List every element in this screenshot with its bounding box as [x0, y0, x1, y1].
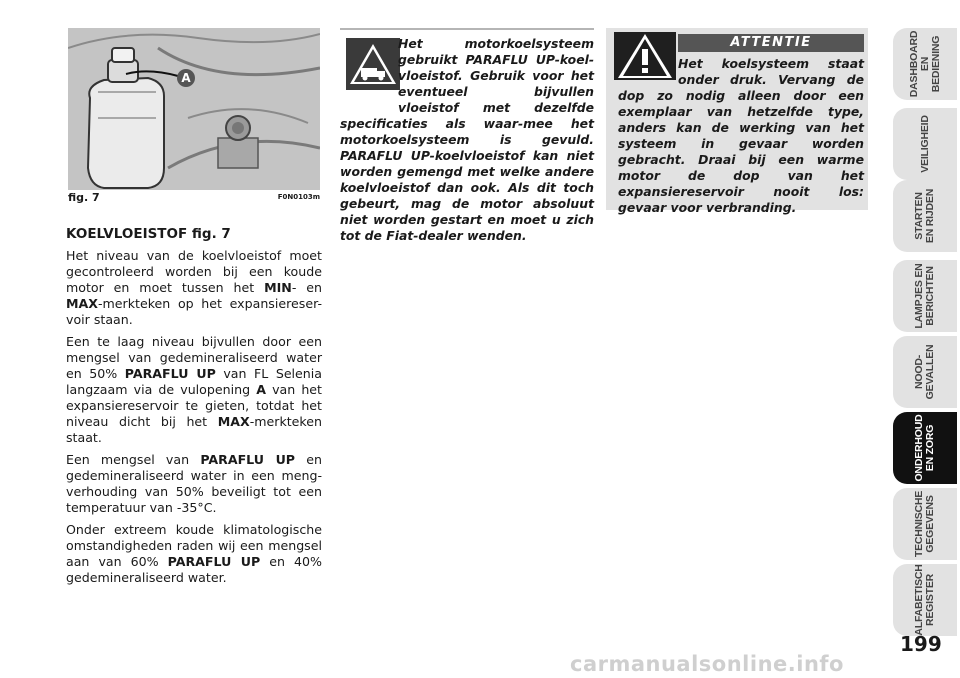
attention-label: ATTENTIE — [678, 34, 864, 52]
figure-caption-bar — [68, 190, 320, 206]
chapter-tab-label — [893, 180, 957, 252]
bold-term: PARAFLU UP — [124, 366, 216, 381]
chapter-tab-line: EN ZORG — [924, 424, 936, 472]
chapter-tab[interactable] — [893, 488, 957, 560]
bold-term: MAX — [66, 296, 98, 311]
attention-box — [606, 28, 868, 215]
section-paragraph: Onder extreem koude klimatologische omstandigheden raden wij een mengsel aan van 60% PARAFLU UP en 40% gedemineraliseerd water. — [66, 522, 322, 585]
chapter-tab-line: LAMPJES EN — [913, 263, 925, 329]
note-icon-spacer — [340, 36, 398, 102]
chapter-tab[interactable] — [893, 260, 957, 332]
attention-text-indent: Het koelsysteem staat onder druk. Vervang de dop — [618, 56, 864, 103]
section-heading: KOELVLOEISTOF fig. 7 — [66, 226, 231, 242]
chapter-tab-label — [893, 412, 957, 484]
bold-term: PARAFLU UP — [200, 452, 296, 467]
chapter-tab-line: VEILIGHEID — [918, 115, 931, 173]
note-text-rest: met dezelfde specificaties als waar-mee het motorkoelsysteem is gevuld. PARAFLU UP-koelvloeistof kan niet worden gemengd met welke andere koelvloeistof dan ook. Als dit toch gebeurt, mag de motor absoluut niet worden gestart en moet u zich tot de Fiat-dealer wenden. — [340, 100, 594, 243]
chapter-tab-line: REGISTER — [924, 573, 936, 627]
chapter-tab-line: ALFABETISCH — [913, 564, 925, 636]
chapter-tab-line: DASHBOARD — [907, 30, 920, 98]
page-number: 199 — [900, 632, 942, 656]
chapter-tab[interactable] — [893, 412, 957, 484]
chapter-tab-line: ONDERHOUD — [913, 414, 925, 482]
section-body — [66, 248, 322, 586]
chapter-tab-line: GEVALLEN — [924, 344, 936, 400]
bold-term: MAX — [217, 414, 250, 429]
chapter-tab-label — [893, 28, 957, 100]
chapter-tab-line: BERICHTEN — [924, 266, 936, 326]
attention-text — [618, 56, 864, 216]
chapter-tab[interactable] — [893, 336, 957, 408]
chapter-tab[interactable] — [893, 108, 957, 180]
chapter-tab[interactable] — [893, 564, 957, 636]
chapter-tab-label — [893, 488, 957, 560]
chapter-tab-label — [893, 336, 957, 408]
chapter-tab-label — [893, 108, 957, 180]
chapter-tab-line: EN RIJDEN — [924, 188, 936, 244]
chapter-tab-line: GEGEVENS — [924, 495, 936, 553]
bold-term: PARAFLU UP — [167, 554, 261, 569]
chapter-tab[interactable] — [893, 28, 957, 100]
section-paragraph: Een te laag niveau bijvullen door een mengsel van gedemineraliseerd water en 50% PARAFLU UP van FL Selenia langzaam via de vulopening A van het expansiereservoir te gieten, totdat het niveau dicht bij het MAX-merkteken staat. — [66, 334, 323, 445]
note-text-indent: Het motorkoelsysteem gebruikt PARAFLU UP-koel-vloeistof. Gebruik voor het eventueel bijvullen vloeistof — [398, 36, 594, 115]
chapter-tab-line: TECHNISCHE — [913, 490, 925, 558]
attention-text-rest: zo nodig alleen door een exemplaar van hetzelfde type, anders kan de werking van het systeem in gevaar worden gebracht. Draai bij een warme motor de dop van het expansiereservoir nooit los: gevaar voor verbranding. — [618, 88, 864, 215]
chapter-tab-label — [893, 260, 957, 332]
chapter-tab-line: STARTEN — [913, 192, 925, 240]
figure-code: F0N0103m — [277, 193, 320, 201]
engine-bay-figure — [68, 28, 320, 190]
chapter-tab-line: EN BEDIENING — [918, 35, 942, 93]
bold-term: A — [256, 382, 266, 397]
watermark: carmanualsonline.info — [570, 652, 844, 676]
bold-term: MIN — [264, 280, 292, 295]
chapter-tab[interactable] — [893, 180, 957, 252]
note-text — [340, 36, 594, 244]
note-top-rule — [340, 28, 594, 30]
callout-a-label: A — [181, 71, 191, 85]
figure-caption: fig. 7 — [68, 191, 100, 204]
chapter-tab-label — [893, 564, 957, 636]
coolant-section — [66, 226, 322, 592]
attention-icon-spacer — [618, 56, 678, 88]
chapter-tab-line: NOOD- — [913, 355, 925, 389]
section-paragraph: Een mengsel van PARAFLU UP en gedemineraliseerd water in een meng-verhouding van 50% beveiligt tot een temperatuur van -35°C. — [66, 452, 322, 515]
section-paragraph: Het niveau van de koelvloeistof moet gecontroleerd worden bij een koude motor en moet tussen het MIN- en MAX-merkteken op het expansiereser-voir staan. — [66, 248, 323, 327]
